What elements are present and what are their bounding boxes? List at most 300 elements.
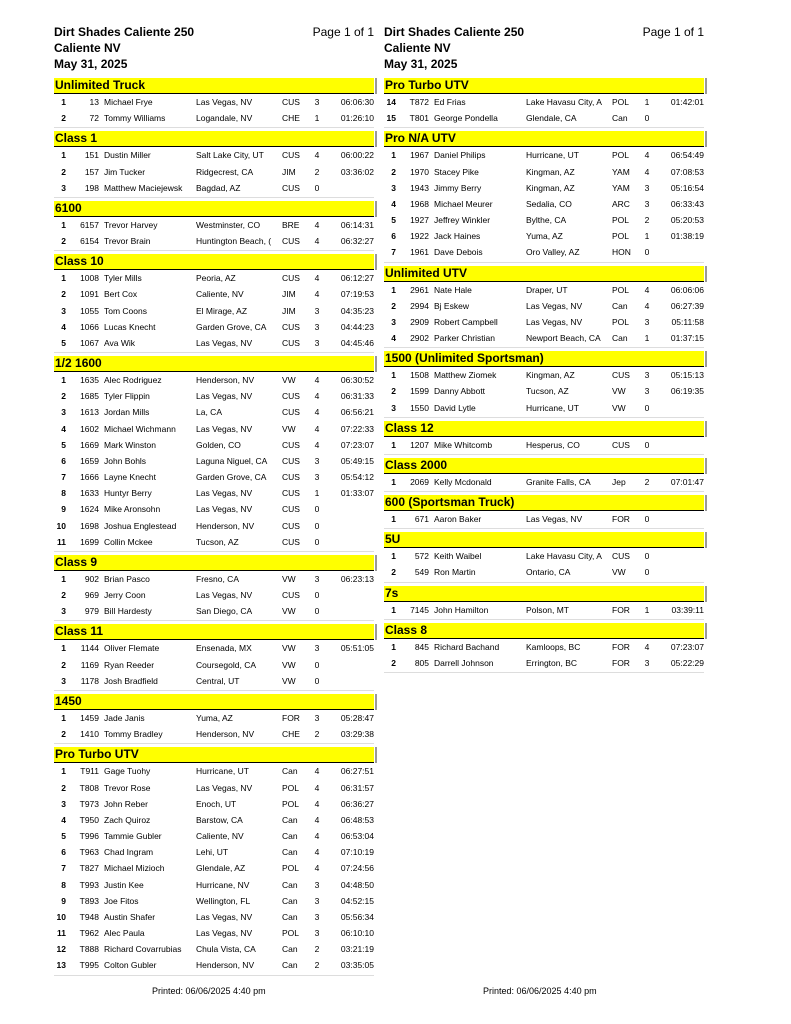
manufacturer: POL — [612, 97, 630, 107]
class-title: 7s — [384, 586, 704, 602]
vehicle-number: 1055 — [80, 305, 99, 316]
elapsed-time: 06:56:21 — [340, 407, 374, 418]
result-row — [54, 164, 374, 180]
manufacturer: POL — [612, 150, 630, 161]
class-section — [384, 131, 704, 264]
manufacturer: VW — [282, 573, 296, 584]
vehicle-number: 1410 — [80, 729, 99, 740]
finish-position: 2 — [391, 300, 396, 311]
result-row — [54, 501, 374, 517]
vehicle-number: 1066 — [80, 321, 99, 332]
hometown: Fresno, CA — [196, 573, 239, 584]
vehicle-number: 1666 — [80, 472, 99, 483]
class-section — [54, 624, 374, 693]
driver-name: Dave Debois — [434, 247, 483, 258]
hometown: Newport Beach, CA — [526, 333, 601, 344]
laps: 0 — [314, 659, 320, 670]
finish-position: 4 — [61, 321, 66, 332]
vehicle-number: 1927 — [410, 215, 429, 226]
finish-position: 10 — [56, 520, 66, 531]
hometown: Kamloops, BC — [526, 641, 581, 652]
vehicle-number: 2069 — [410, 476, 429, 487]
hometown: Las Vegas, NV — [196, 488, 253, 499]
result-row — [54, 110, 374, 126]
manufacturer: CUS — [282, 97, 300, 107]
hometown: Las Vegas, NV — [526, 514, 583, 525]
hometown: Caliente, NV — [196, 289, 244, 300]
laps: 0 — [314, 504, 320, 515]
finish-position: 1 — [391, 604, 396, 615]
vehicle-number: 1970 — [410, 166, 429, 177]
class-section — [54, 694, 374, 746]
vehicle-number: 1699 — [80, 536, 99, 547]
result-row — [54, 780, 374, 796]
elapsed-time: 01:42:01 — [670, 97, 704, 107]
elapsed-time: 01:38:19 — [670, 231, 704, 242]
elapsed-time: 04:48:50 — [340, 879, 374, 890]
driver-name: Jerry Coon — [104, 590, 146, 601]
driver-name: Dustin Miller — [104, 150, 151, 161]
manufacturer: CUS — [282, 536, 300, 547]
result-row — [54, 180, 374, 196]
finish-position: 6 — [61, 455, 66, 466]
finish-position: 5 — [391, 215, 396, 226]
finish-position: 9 — [61, 895, 66, 906]
manufacturer: POL — [612, 231, 630, 242]
finish-position: 2 — [61, 166, 66, 177]
elapsed-time: 06:54:49 — [670, 150, 704, 161]
driver-name: Brian Pasco — [104, 573, 150, 584]
class-title: Unlimited UTV — [384, 266, 704, 282]
laps: 3 — [314, 712, 320, 723]
hometown: Hurricane, UT — [526, 150, 579, 161]
hometown: San Diego, CA — [196, 606, 253, 617]
manufacturer: POL — [282, 798, 300, 809]
result-row — [54, 640, 374, 656]
result-row — [54, 941, 374, 957]
laps: 3 — [314, 321, 320, 332]
finish-position: 4 — [391, 198, 396, 209]
vehicle-number: T801 — [409, 113, 429, 124]
laps: 4 — [644, 284, 650, 295]
driver-name: Ron Martin — [434, 567, 476, 578]
elapsed-time: 03:29:38 — [340, 729, 374, 740]
hometown: Las Vegas, NV — [196, 337, 253, 348]
event-title — [384, 24, 704, 40]
laps: 4 — [314, 831, 320, 842]
driver-name: Ryan Reeder — [104, 659, 155, 670]
vehicle-number: 1943 — [410, 182, 429, 193]
laps: 2 — [644, 476, 650, 487]
driver-name: Zach Quiroz — [104, 814, 151, 825]
finish-position: 2 — [61, 236, 66, 247]
driver-name: Michael Wichmann — [104, 423, 176, 434]
elapsed-time: 07:19:53 — [340, 289, 374, 300]
class-section — [384, 266, 704, 351]
result-row — [54, 877, 374, 893]
driver-name: John Hamilton — [434, 604, 489, 615]
result-row — [54, 388, 374, 404]
laps: 4 — [314, 423, 320, 434]
finish-position: 2 — [61, 113, 66, 124]
hometown: Henderson, NV — [196, 729, 255, 740]
laps: 4 — [314, 847, 320, 858]
manufacturer: VW — [282, 659, 296, 670]
laps: 1 — [644, 231, 650, 242]
class-section — [54, 747, 374, 977]
result-row — [54, 812, 374, 828]
driver-name: Gage Tuohy — [104, 766, 151, 777]
result-row — [54, 726, 374, 742]
finish-position: 1 — [391, 641, 396, 652]
laps: 0 — [644, 113, 650, 124]
driver-name: Jim Tucker — [104, 166, 146, 177]
manufacturer: JIM — [282, 166, 296, 177]
elapsed-time: 05:28:47 — [340, 712, 374, 723]
laps: 3 — [314, 879, 320, 890]
driver-name: Jimmy Berry — [434, 182, 482, 193]
laps: 4 — [314, 782, 320, 793]
hometown: Polson, MT — [526, 604, 569, 615]
elapsed-time: 05:54:12 — [340, 472, 374, 483]
manufacturer: CUS — [282, 504, 300, 515]
laps: 4 — [314, 391, 320, 402]
laps: 4 — [314, 273, 320, 284]
elapsed-time: 03:39:11 — [671, 604, 704, 615]
laps: 0 — [644, 439, 650, 450]
manufacturer: VW — [282, 606, 296, 617]
class-title: Class 10 — [54, 254, 374, 270]
driver-name: Michael Mizioch — [104, 863, 165, 874]
manufacturer: FOR — [612, 604, 630, 615]
class-title: 600 (Sportsman Truck) — [384, 495, 704, 511]
class-section — [384, 421, 704, 457]
hometown: Glendale, CA — [526, 113, 577, 124]
driver-name: Darrell Johnson — [434, 657, 494, 668]
result-row — [54, 603, 374, 619]
driver-name: Keith Waibel — [434, 551, 482, 562]
event-date: May 31, 2025 — [54, 57, 128, 71]
laps: 2 — [314, 960, 320, 971]
finish-position: 1 — [391, 370, 396, 381]
manufacturer: CUS — [282, 391, 300, 402]
laps: 2 — [314, 166, 320, 177]
finish-position: 2 — [61, 391, 66, 402]
result-row — [54, 763, 374, 779]
hometown: Las Vegas, NV — [196, 423, 253, 434]
hometown: Hurricane, UT — [196, 766, 249, 777]
vehicle-number: 1698 — [80, 520, 99, 531]
class-section — [384, 495, 704, 531]
finish-position: 5 — [61, 831, 66, 842]
class-title: Class 11 — [54, 624, 374, 640]
finish-position: 7 — [391, 247, 396, 258]
result-row — [54, 657, 374, 673]
elapsed-time: 04:35:23 — [340, 305, 374, 316]
manufacturer: CUS — [282, 488, 300, 499]
result-row — [54, 673, 374, 689]
driver-name: George Pondella — [434, 113, 498, 124]
manufacturer: VW — [612, 386, 626, 397]
result-row — [54, 217, 374, 233]
finish-position: 11 — [57, 536, 66, 547]
finish-position: 7 — [61, 863, 66, 874]
laps: 3 — [644, 182, 650, 193]
laps: 0 — [314, 675, 320, 686]
hometown: Wellington, FL — [196, 895, 251, 906]
vehicle-number: 1091 — [80, 289, 99, 300]
laps: 0 — [314, 536, 320, 547]
finish-position: 3 — [61, 407, 66, 418]
finish-position: 1 — [391, 439, 396, 450]
finish-position: 4 — [391, 333, 396, 344]
hometown: Hurricane, NV — [196, 879, 250, 890]
hometown: Bagdad, AZ — [196, 182, 241, 193]
class-section — [54, 201, 374, 253]
page-indicator: Page 1 of 1 — [642, 25, 704, 39]
vehicle-number: T872 — [409, 97, 429, 107]
hometown: Las Vegas, NV — [526, 300, 583, 311]
driver-name: Colton Gubler — [104, 960, 157, 971]
driver-name: Tom Coons — [104, 305, 147, 316]
finish-position: 1 — [61, 375, 66, 386]
vehicle-number: 1967 — [410, 150, 429, 161]
finish-position: 3 — [391, 182, 396, 193]
event-name: Dirt Shades Caliente 250 — [54, 25, 195, 39]
manufacturer: JIM — [282, 305, 296, 316]
vehicle-number: 1169 — [80, 659, 99, 670]
finish-position: 2 — [61, 729, 66, 740]
hometown: Laguna Niguel, CA — [196, 455, 268, 466]
manufacturer: YAM — [612, 166, 630, 177]
driver-name: Tommy Williams — [104, 113, 166, 124]
driver-name: Bert Cox — [104, 289, 138, 300]
elapsed-time: 01:33:07 — [340, 488, 374, 499]
laps: 3 — [314, 895, 320, 906]
class-title: 5U — [384, 532, 704, 548]
event-location: Caliente NV — [384, 41, 451, 55]
manufacturer: Can — [612, 113, 628, 124]
result-row — [54, 94, 374, 110]
finish-position: 1 — [61, 573, 66, 584]
elapsed-time: 07:01:47 — [670, 476, 704, 487]
hometown: El Mirage, AZ — [196, 305, 248, 316]
hometown: Peoria, AZ — [196, 273, 236, 284]
driver-name: Bill Hardesty — [104, 606, 152, 617]
hometown: Coursegold, CA — [196, 659, 257, 670]
vehicle-number: 2994 — [410, 300, 429, 311]
elapsed-time: 07:24:56 — [340, 863, 374, 874]
class-title: Class 8 — [384, 623, 704, 639]
hometown: Lake Havasu City, A — [526, 551, 602, 562]
result-row — [54, 421, 374, 437]
hometown: Yuma, AZ — [196, 712, 233, 723]
driver-name: Trevor Rose — [104, 782, 151, 793]
vehicle-number: 549 — [414, 567, 429, 578]
manufacturer: POL — [282, 782, 300, 793]
manufacturer: CUS — [282, 439, 300, 450]
driver-name: Nate Hale — [434, 284, 472, 295]
driver-name: Parker Christian — [434, 333, 495, 344]
class-section — [384, 78, 704, 130]
hometown: Lehi, UT — [196, 847, 229, 858]
result-row — [384, 437, 704, 453]
vehicle-number: 1961 — [410, 247, 429, 258]
finish-position: 9 — [61, 504, 66, 515]
laps: 3 — [644, 198, 650, 209]
class-title: Pro Turbo UTV — [54, 747, 374, 763]
vehicle-number: T808 — [79, 782, 99, 793]
driver-name: Josh Bradfield — [104, 675, 158, 686]
driver-name: Tyler Flippin — [104, 391, 150, 402]
driver-name: John Reber — [104, 798, 148, 809]
result-row — [384, 548, 704, 564]
class-title: 1450 — [54, 694, 374, 710]
driver-name: Daniel Philips — [434, 150, 486, 161]
class-title: 6100 — [54, 201, 374, 217]
finish-position: 2 — [61, 659, 66, 670]
vehicle-number: T893 — [79, 895, 99, 906]
manufacturer: POL — [612, 215, 630, 226]
class-title: Unlimited Truck — [54, 78, 374, 94]
result-row — [54, 710, 374, 726]
laps: 3 — [644, 657, 650, 668]
elapsed-time: 06:12:27 — [340, 273, 374, 284]
event-title — [54, 24, 374, 40]
elapsed-time: 07:23:07 — [340, 439, 374, 450]
hometown: Hurricane, UT — [526, 402, 579, 413]
driver-name: Stacey Pike — [434, 166, 479, 177]
laps: 4 — [314, 766, 320, 777]
manufacturer: POL — [612, 284, 630, 295]
finish-position: 2 — [61, 590, 66, 601]
elapsed-time: 05:15:13 — [670, 370, 704, 381]
elapsed-time: 05:56:34 — [340, 911, 374, 922]
finish-position: 6 — [61, 847, 66, 858]
class-section — [384, 623, 704, 675]
driver-name: Jordan Mills — [104, 407, 150, 418]
driver-name: Tyler Mills — [104, 273, 142, 284]
elapsed-time: 07:23:07 — [670, 641, 704, 652]
vehicle-number: 1635 — [80, 375, 99, 386]
vehicle-number: 1144 — [80, 643, 99, 654]
class-section — [54, 78, 374, 130]
driver-name: Jade Janis — [104, 712, 145, 723]
result-row — [384, 164, 704, 180]
driver-name: Tammie Gubler — [104, 831, 162, 842]
class-section — [54, 131, 374, 200]
vehicle-number: 1685 — [80, 391, 99, 402]
result-row — [384, 367, 704, 383]
laps: 4 — [314, 407, 320, 418]
driver-name: Justin Kee — [104, 879, 144, 890]
vehicle-number: T948 — [79, 911, 99, 922]
hometown: Huntington Beach, ( — [196, 236, 272, 247]
manufacturer: VW — [282, 423, 296, 434]
finish-position: 3 — [391, 316, 396, 327]
laps: 1 — [644, 604, 650, 615]
hometown: Caliente, NV — [196, 831, 244, 842]
driver-name: Austin Shafer — [104, 911, 156, 922]
result-row — [54, 796, 374, 812]
result-row — [54, 286, 374, 302]
hometown: Las Vegas, NV — [196, 391, 253, 402]
result-row — [384, 314, 704, 330]
result-row — [54, 828, 374, 844]
laps: 1 — [314, 488, 320, 499]
class-title: Class 2000 — [384, 458, 704, 474]
class-section — [384, 458, 704, 494]
hometown: Garden Grove, CA — [196, 321, 267, 332]
result-row — [54, 270, 374, 286]
finish-position: 1 — [61, 273, 66, 284]
finish-position: 2 — [391, 166, 396, 177]
manufacturer: Can — [612, 300, 628, 311]
vehicle-number: 7145 — [410, 604, 429, 615]
result-row — [54, 587, 374, 603]
finish-position: 13 — [56, 960, 66, 971]
result-row — [54, 534, 374, 550]
elapsed-time: 05:11:58 — [671, 316, 704, 327]
vehicle-number: 198 — [84, 182, 99, 193]
elapsed-time: 06:19:35 — [670, 386, 704, 397]
result-row — [54, 437, 374, 453]
class-title: Pro Turbo UTV — [384, 78, 704, 94]
vehicle-number: 13 — [89, 97, 99, 107]
elapsed-time: 06:31:57 — [340, 782, 374, 793]
driver-name: Tommy Bradley — [104, 729, 163, 740]
driver-name: Mike Aronsohn — [104, 504, 161, 515]
driver-name: Ed Frias — [434, 97, 466, 107]
manufacturer: CHE — [282, 113, 300, 124]
result-row — [384, 639, 704, 655]
result-row — [384, 383, 704, 399]
hometown: Sedalia, CO — [526, 198, 572, 209]
result-row — [54, 335, 374, 351]
driver-name: Alec Paula — [104, 928, 145, 939]
vehicle-number: T950 — [79, 814, 99, 825]
page-indicator: Page 1 of 1 — [312, 25, 374, 39]
class-title: 1500 (Unlimited Sportsman) — [384, 351, 704, 367]
manufacturer: Can — [282, 847, 298, 858]
finish-position: 2 — [391, 386, 396, 397]
hometown: Las Vegas, NV — [196, 911, 253, 922]
driver-name: Bj Eskew — [434, 300, 469, 311]
result-row — [54, 925, 374, 941]
laps: 3 — [314, 472, 320, 483]
driver-name: Kelly Mcdonald — [434, 476, 492, 487]
hometown: Hesperus, CO — [526, 439, 580, 450]
hometown: Errington, BC — [526, 657, 578, 668]
elapsed-time: 07:08:53 — [670, 166, 704, 177]
finish-position: 1 — [61, 643, 66, 654]
finish-position: 2 — [61, 289, 66, 300]
result-row — [54, 518, 374, 534]
elapsed-time: 06:14:31 — [340, 219, 374, 230]
vehicle-number: 1613 — [80, 407, 99, 418]
driver-name: Richard Covarrubias — [104, 944, 182, 955]
laps: 3 — [314, 455, 320, 466]
result-row — [384, 282, 704, 298]
finish-position: 3 — [61, 305, 66, 316]
result-row — [384, 330, 704, 346]
result-row — [54, 404, 374, 420]
class-title: Class 9 — [54, 555, 374, 571]
result-row — [54, 319, 374, 335]
driver-name: Robert Campbell — [434, 316, 498, 327]
manufacturer: FOR — [612, 657, 630, 668]
finish-position: 4 — [61, 423, 66, 434]
